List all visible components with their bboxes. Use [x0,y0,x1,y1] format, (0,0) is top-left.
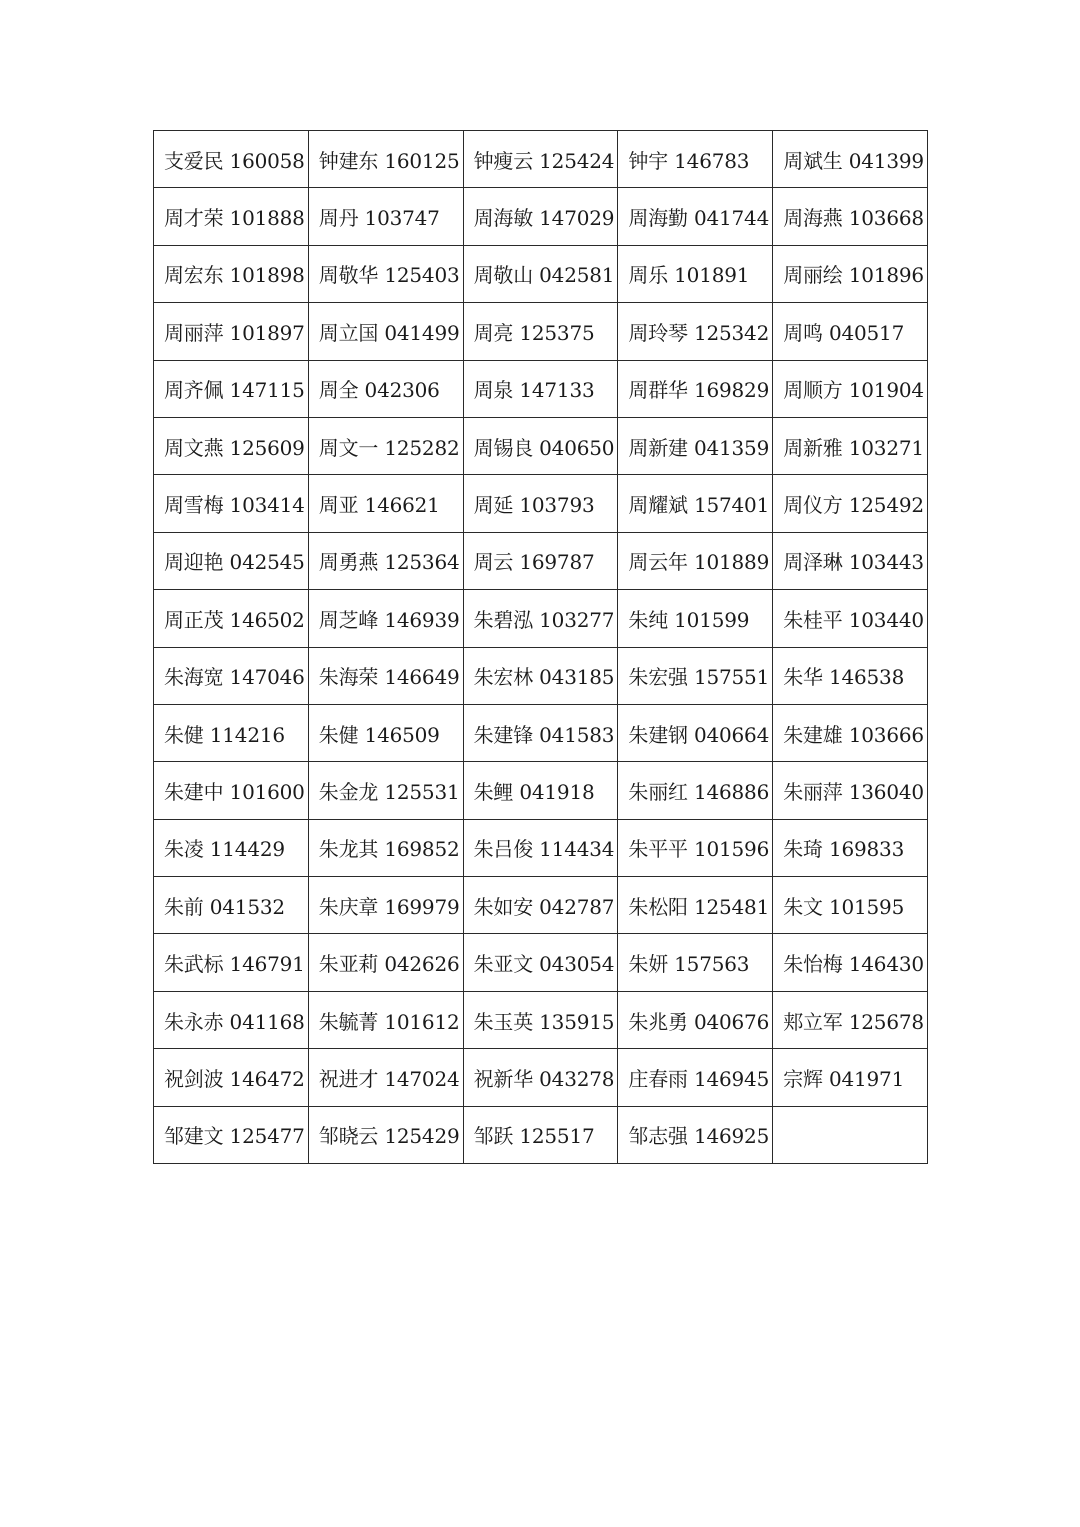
empty-cell [773,1106,928,1163]
roster-cell: 朱妍 157563 [618,934,773,991]
roster-cell: 庄春雨 146945 [618,1049,773,1106]
roster-cell: 祝剑波 146472 [154,1049,309,1106]
name-roster-table [153,130,928,1164]
roster-cell: 朱桂平 103440 [773,590,928,647]
roster-cell: 邹志强 146925 [618,1106,773,1163]
roster-cell: 邹跃 125517 [463,1106,618,1163]
roster-cell: 朱华 146538 [773,647,928,704]
roster-cell: 周云年 101889 [618,532,773,589]
roster-cell: 钟宇 146783 [618,131,773,188]
roster-cell: 朱丽红 146886 [618,762,773,819]
roster-cell: 周锡良 040650 [463,417,618,474]
table-row [154,934,928,991]
roster-cell: 周敬山 042581 [463,245,618,302]
roster-cell: 朱纯 101599 [618,590,773,647]
roster-cell: 朱凌 114429 [154,819,309,876]
roster-cell: 朱建中 101600 [154,762,309,819]
roster-cell: 周敬华 125403 [308,245,463,302]
roster-cell: 朱鲤 041918 [463,762,618,819]
table-row [154,704,928,761]
roster-cell: 周新雅 103271 [773,417,928,474]
roster-cell: 朱怡梅 146430 [773,934,928,991]
roster-cell: 郏立军 125678 [773,991,928,1048]
roster-cell: 周迎艳 042545 [154,532,309,589]
roster-cell: 朱宏林 043185 [463,647,618,704]
roster-cell: 朱琦 169833 [773,819,928,876]
table-row [154,360,928,417]
roster-cell: 朱海荣 146649 [308,647,463,704]
roster-cell: 周泉 147133 [463,360,618,417]
table-row [154,475,928,532]
roster-cell: 宗辉 041971 [773,1049,928,1106]
roster-cell: 朱松阳 125481 [618,877,773,934]
roster-cell: 周亮 125375 [463,303,618,360]
roster-cell: 朱吕俊 114434 [463,819,618,876]
roster-cell: 周鸣 040517 [773,303,928,360]
roster-cell: 周才荣 101888 [154,188,309,245]
roster-body [154,131,928,1164]
roster-cell: 祝新华 043278 [463,1049,618,1106]
roster-cell: 朱亚文 043054 [463,934,618,991]
roster-cell: 周文燕 125609 [154,417,309,474]
table-row [154,303,928,360]
roster-cell: 朱庆章 169979 [308,877,463,934]
table-row [154,762,928,819]
roster-cell: 周文一 125282 [308,417,463,474]
table-row [154,647,928,704]
roster-cell: 朱宏强 157551 [618,647,773,704]
roster-cell: 朱如安 042787 [463,877,618,934]
roster-cell: 朱金龙 125531 [308,762,463,819]
roster-cell: 周正茂 146502 [154,590,309,647]
roster-cell: 周全 042306 [308,360,463,417]
roster-cell: 周亚 146621 [308,475,463,532]
roster-cell: 朱毓菁 101612 [308,991,463,1048]
roster-cell: 朱兆勇 040676 [618,991,773,1048]
roster-cell: 朱武标 146791 [154,934,309,991]
roster-cell: 支爱民 160058 [154,131,309,188]
roster-cell: 周新建 041359 [618,417,773,474]
table-row [154,991,928,1048]
roster-cell: 周齐佩 147115 [154,360,309,417]
roster-cell: 朱海宽 147046 [154,647,309,704]
roster-cell: 邹晓云 125429 [308,1106,463,1163]
roster-cell: 周海燕 103668 [773,188,928,245]
roster-cell: 周雪梅 103414 [154,475,309,532]
table-row [154,1049,928,1106]
roster-cell: 朱建雄 103666 [773,704,928,761]
roster-cell: 周延 103793 [463,475,618,532]
roster-cell: 周海勤 041744 [618,188,773,245]
roster-cell: 朱前 041532 [154,877,309,934]
roster-cell: 朱建锋 041583 [463,704,618,761]
roster-cell: 周立国 041499 [308,303,463,360]
roster-cell: 朱文 101595 [773,877,928,934]
roster-cell: 朱龙其 169852 [308,819,463,876]
roster-cell: 周丽萍 101897 [154,303,309,360]
roster-cell: 祝进才 147024 [308,1049,463,1106]
roster-cell: 周海敏 147029 [463,188,618,245]
roster-cell: 周泽琳 103443 [773,532,928,589]
roster-cell: 周丽绘 101896 [773,245,928,302]
roster-cell: 周耀斌 157401 [618,475,773,532]
table-row [154,188,928,245]
table-row [154,590,928,647]
table-row [154,131,928,188]
table-row [154,877,928,934]
roster-cell: 钟建东 160125 [308,131,463,188]
roster-cell: 周丹 103747 [308,188,463,245]
table-row [154,1106,928,1163]
roster-cell: 周勇燕 125364 [308,532,463,589]
roster-cell: 周乐 101891 [618,245,773,302]
roster-cell: 周云 169787 [463,532,618,589]
roster-cell: 周仪方 125492 [773,475,928,532]
roster-cell: 朱健 146509 [308,704,463,761]
roster-cell: 朱永赤 041168 [154,991,309,1048]
roster-cell: 邹建文 125477 [154,1106,309,1163]
roster-cell: 朱亚莉 042626 [308,934,463,991]
roster-cell: 周顺方 101904 [773,360,928,417]
roster-cell: 周宏东 101898 [154,245,309,302]
roster-cell: 周芝峰 146939 [308,590,463,647]
roster-cell: 朱丽萍 136040 [773,762,928,819]
table-row [154,245,928,302]
table-row [154,819,928,876]
table-row [154,532,928,589]
roster-cell: 朱建钢 040664 [618,704,773,761]
roster-cell: 周玲琴 125342 [618,303,773,360]
roster-cell: 朱玉英 135915 [463,991,618,1048]
roster-cell: 朱平平 101596 [618,819,773,876]
table-row [154,417,928,474]
roster-cell: 周斌生 041399 [773,131,928,188]
roster-cell: 朱健 114216 [154,704,309,761]
roster-cell: 周群华 169829 [618,360,773,417]
roster-cell: 钟瘦云 125424 [463,131,618,188]
roster-cell: 朱碧泓 103277 [463,590,618,647]
